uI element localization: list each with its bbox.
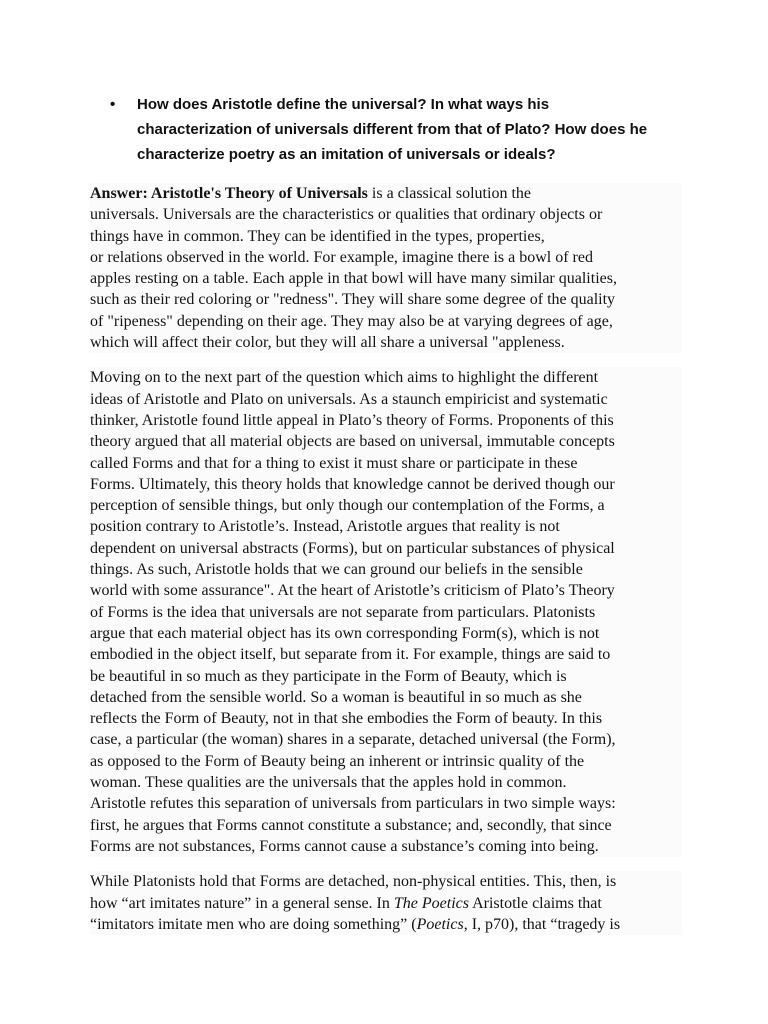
text-line: perception of sensible things, but only though our contemplation of the Forms, a — [90, 497, 605, 515]
citation-title: Poetics — [416, 915, 464, 933]
text-span: how “art imitates nature” in a general sense. In — [90, 894, 394, 912]
answer-paragraph-1 — [90, 183, 682, 353]
text-line: dependent on universal abstracts (Forms), but on particular substances of physical — [90, 539, 615, 557]
text-line: things have in common. They can be identified in the types, properties, — [90, 227, 545, 245]
text-line — [90, 183, 682, 204]
text-line: Aristotle refutes this separation of universals from particulars in two simple ways: — [90, 795, 616, 813]
text-line: of "ripeness" depending on their age. They may also be at varying degrees of age, — [90, 312, 613, 330]
answer-body — [90, 183, 682, 949]
text-span: , I, p70), that “tragedy is — [463, 915, 621, 933]
question-line: characterization of universals different from that of Plato? How does he — [137, 121, 648, 138]
text-line — [90, 893, 682, 914]
text-line: thinker, Aristotle found little appeal in Plato’s theory of Forms. Proponents of this — [90, 411, 614, 429]
text-span: While Platonists hold that Forms are detached, non-physical entities. This, then, is — [90, 873, 617, 891]
text-line: Moving on to the next part of the question which aims to highlight the different — [90, 369, 599, 387]
question-text — [137, 92, 710, 167]
text-span: Aristotle claims that — [468, 894, 602, 912]
question-block — [110, 92, 710, 167]
text-line — [90, 914, 682, 935]
text-line: reflects the Form of Beauty, not in that she embodies the Form of beauty. In this — [90, 710, 603, 728]
text-line: such as their red coloring or "redness". They will share some degree of the quality — [90, 291, 616, 309]
text-line: which will affect their color, but they will all share a universal "appleness. — [90, 334, 565, 352]
text-line: ideas of Aristotle and Plato on universals. As a staunch empiricist and systematic — [90, 390, 608, 408]
question-line: characterize poetry as an imitation of universals or ideals? — [137, 146, 556, 163]
bullet-point: • — [110, 96, 116, 113]
text-line: Forms. Ultimately, this theory holds that knowledge cannot be derived though our — [90, 475, 615, 493]
text-span: is a classical solution the — [367, 185, 531, 202]
text-line: woman. These qualities are the universals that the apples hold in common. — [90, 774, 567, 792]
text-line: detached from the sensible world. So a woman is beautiful in so much as she — [90, 688, 582, 706]
book-title: The Poetics — [393, 894, 469, 912]
answer-heading: Answer: Aristotle's Theory of Universals — [90, 185, 368, 202]
answer-paragraph-2 — [90, 367, 682, 857]
text-line: argue that each material object has its own corresponding Form(s), which is not — [90, 624, 600, 642]
text-line: called Forms and that for a thing to exist it must share or participate in these — [90, 454, 578, 472]
text-line: Forms are not substances, Forms cannot cause a substance’s coming into being. — [90, 837, 599, 855]
text-line — [90, 871, 682, 892]
text-line: universals. Universals are the characteristics or qualities that ordinary objects or — [90, 206, 603, 224]
text-span: “imitators imitate men who are doing something” ( — [90, 915, 417, 933]
text-line: things. As such, Aristotle holds that we can ground our beliefs in the sensible — [90, 561, 583, 579]
answer-paragraph-3 — [90, 871, 682, 935]
text-line: as opposed to the Form of Beauty being an inherent or intrinsic quality of the — [90, 752, 585, 770]
text-line: of Forms is the idea that universals are not separate from particulars. Platonists — [90, 603, 596, 621]
text-line: position contrary to Aristotle’s. Instead, Aristotle argues that reality is not — [90, 518, 560, 536]
text-line: case, a particular (the woman) shares in a separate, detached universal (the Form), — [90, 731, 616, 749]
text-line: or relations observed in the world. For example, imagine there is a bowl of red — [90, 248, 593, 266]
text-line: theory argued that all material objects are based on universal, immutable concepts — [90, 433, 615, 451]
text-line: apples resting on a table. Each apple in that bowl will have many similar qualities, — [90, 270, 617, 288]
text-line: embodied in the object itself, but separate from it. For example, things are said to — [90, 646, 611, 664]
question-line: How does Aristotle define the universal? In what ways his — [137, 96, 550, 113]
text-line: world with some assurance". At the heart of Aristotle’s criticism of Plato’s Theory — [90, 582, 615, 600]
text-line: first, he argues that Forms cannot constitute a substance; and, secondly, that since — [90, 816, 612, 834]
text-line: be beautiful in so much as they participate in the Form of Beauty, which is — [90, 667, 567, 685]
